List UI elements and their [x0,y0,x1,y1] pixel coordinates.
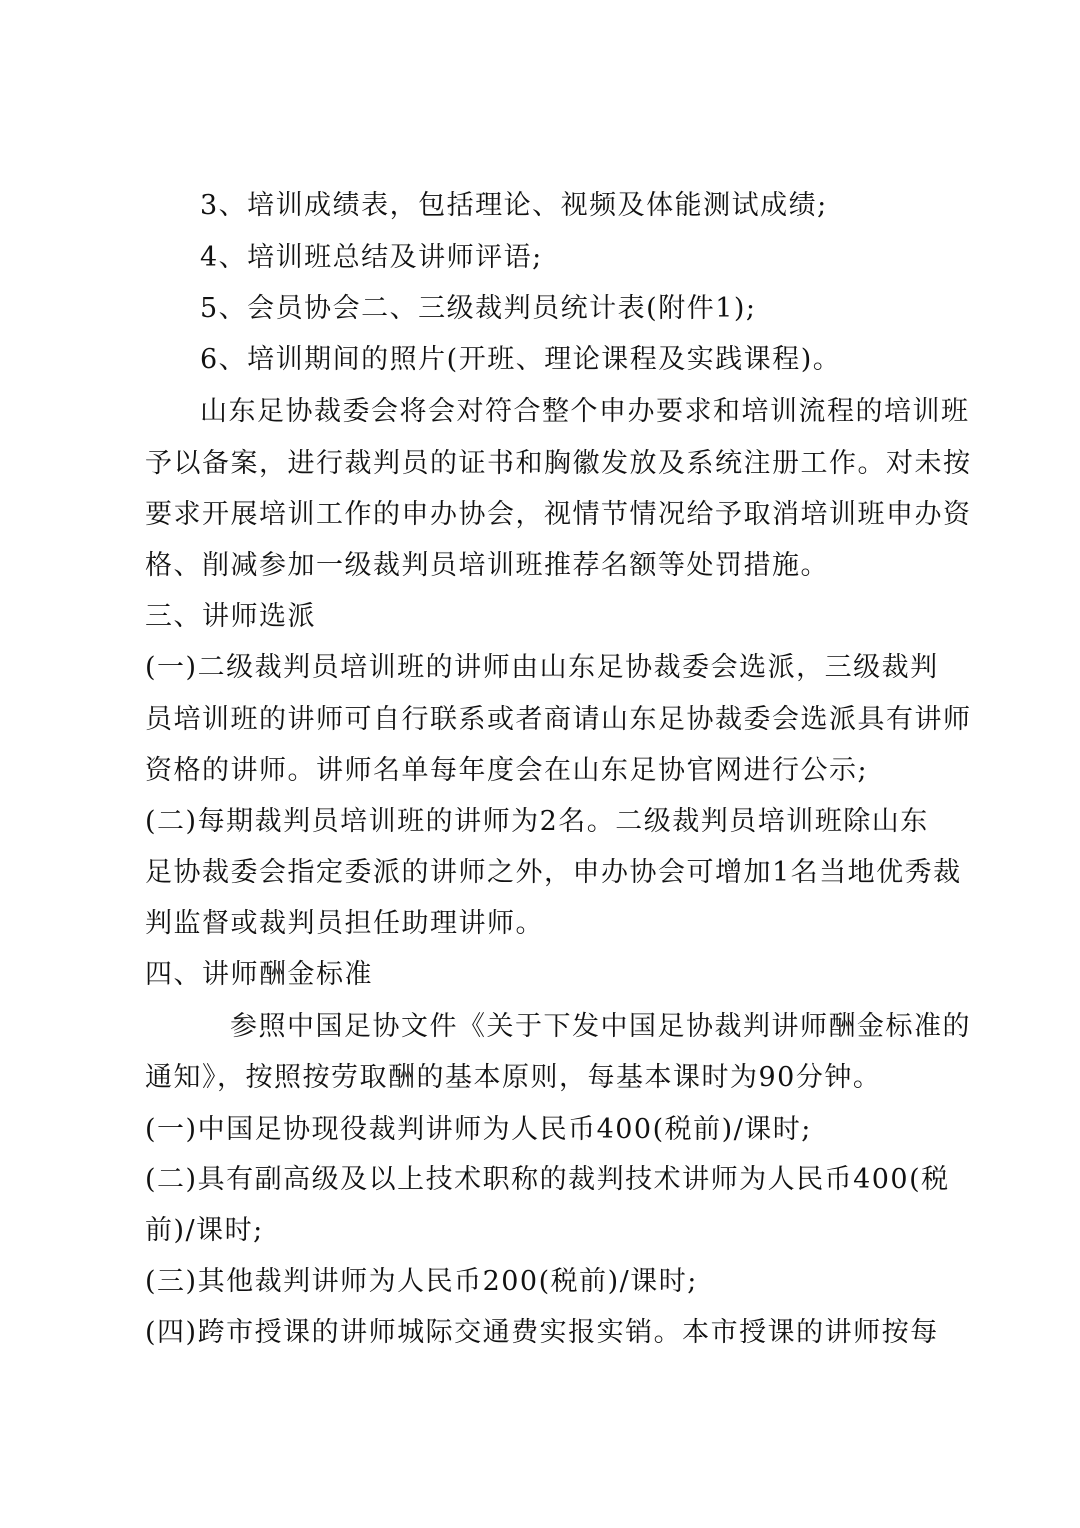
section-heading: 三、讲师选派 [145,601,316,632]
paragraph-line: 格、削减参加一级裁判员培训班推荐名额等处罚措施。 [145,550,829,581]
clause-line: 足协裁委会指定委派的讲师之外，申办协会可增加1名当地优秀裁 [145,857,962,888]
clause-line: (四)跨市授课的讲师城际交通费实报实销。本市授课的讲师按每 [145,1317,939,1348]
list-item-6: 6、培训期间的照片(开班、理论课程及实践课程)。 [200,344,842,375]
paragraph-line: 山东足协裁委会将会对符合整个申办要求和培训流程的培训班 [200,396,970,427]
paragraph-line: 通知》，按照按劳取酬的基本原则，每基本课时为90分钟。 [145,1062,882,1093]
list-item-5: 5、会员协会二、三级裁判员统计表(附件1); [200,293,757,324]
paragraph-line: 予以备案，进行裁判员的证书和胸徽发放及系统注册工作。对未按 [145,448,972,479]
clause-line: (二)具有副高级及以上技术职称的裁判技术讲师为人民币400(税 [145,1164,950,1195]
clause-line: 前)/课时; [145,1215,264,1246]
clause-line: (二)每期裁判员培训班的讲师为2名。二级裁判员培训班除山东 [145,806,929,837]
list-item-3: 3、培训成绩表，包括理论、视频及体能测试成绩; [200,190,828,221]
list-item-4: 4、培训班总结及讲师评语; [200,242,543,273]
clause-line: 员培训班的讲师可自行联系或者商请山东足协裁委会选派具有讲师 [145,704,972,735]
clause-line: (一)二级裁判员培训班的讲师由山东足协裁委会选派，三级裁判 [145,652,939,683]
clause-line: 资格的讲师。讲师名单每年度会在山东足协官网进行公示; [145,755,869,786]
clause-line: (三)其他裁判讲师为人民币200(税前)/课时; [145,1266,698,1297]
clause-line: 判监督或裁判员担任助理讲师。 [145,908,544,939]
clause-line: (一)中国足协现役裁判讲师为人民币400(税前)/课时; [145,1114,812,1145]
section-heading: 四、讲师酬金标准 [145,959,373,990]
paragraph-line: 要求开展培训工作的申办协会，视情节情况给予取消培训班申办资 [145,499,972,530]
paragraph-line: 参照中国足协文件《关于下发中国足协裁判讲师酬金标准的 [230,1011,971,1042]
